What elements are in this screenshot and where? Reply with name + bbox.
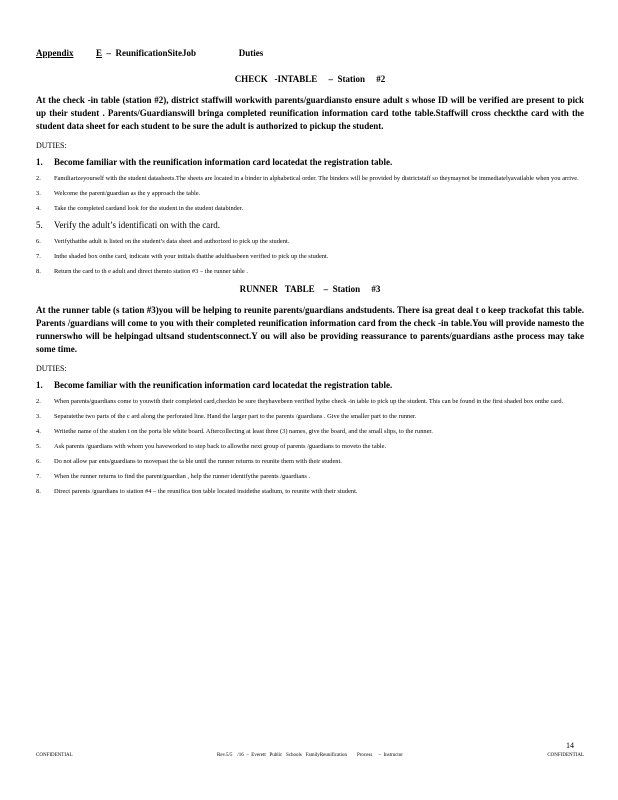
item-number: 3. [36,190,41,197]
list-item [36,156,584,168]
list-item [36,442,584,451]
item-text: Inthe shaded box onthe card, indicate with your initials thatthe adulthasbeen verified to pick up the student. [54,253,329,260]
item-text: Return the card to th e adult and direct themto station #3 – the runner table . [54,268,248,275]
item-text: Take the completed cardand look for the student in the student databinder. [54,205,244,212]
duties-list-check-in [36,156,584,276]
appendix-letter: E [96,48,103,58]
item-number: 4. [36,428,41,435]
document-page [36,48,584,502]
item-number: 6. [36,458,41,465]
list-item [36,252,584,261]
list-item [36,219,584,231]
footer-left: CONFIDENTIAL [36,753,73,758]
item-text: Do not allow par ents/guardians to movepast the ta ble until the runner returns to reunite them with their student. [54,458,342,465]
appendix-title: – ReunificationSiteJob Duties [106,48,264,58]
duties-label-runner: DUTIES: [36,364,67,373]
section-title-runner: RUNNER TABLE – Station #3 [239,284,381,294]
list-item [36,472,584,481]
item-number: 2. [36,398,41,405]
item-text: When parents/guardians come to youwith their completed card,checkto be sure theyhavebeen verified bythe check -in table to pick up the student. This can be found in the first shaded box onthe card. [54,398,564,405]
list-item [36,457,584,466]
item-number: 2. [36,175,41,182]
item-number: 4. [36,205,41,212]
item-text: Verifythatthe adult is listed on the student’s data sheet and authorized to pick up the student. [54,238,290,245]
item-text: Welcome the parent/guardian as the y approach the table. [54,190,201,197]
appendix-heading [36,48,584,58]
section-title-check-in: CHECK -INTABLE – Station #2 [234,74,386,84]
item-text: Familiarizeyourself with the student datasheets.The sheets are located in a binder in alphabetical order. The binders will be provided by districtstaff so theymaynot be immediatelyavailable when you arrive. [54,175,579,182]
list-item [36,487,584,496]
section-intro-check-in: At the check -in table (station #2), district staffwill workwith parents/guardiansto ensure adult s whose ID will be verified are present to pick up their student . Parents/Guardianswill bringa completed reunification information card tothe table.Staffwill cross checkthe card with the student data sheet for each student to be sure the adult is authorized to pickup the student. [36,95,584,131]
duties-label-check-in: DUTIES: [36,141,67,150]
item-number: 8. [36,488,41,495]
item-number: 5. [36,443,41,450]
item-text: Verify the adult’s identificati on with the card. [54,220,220,230]
item-number: 7. [36,473,41,480]
item-text: Become familiar with the reunification information card locatedat the registration table. [54,380,393,390]
item-text: Separatethe two parts of the c ard along the perforated line. Hand the larger part to the parents /guardians . Give the smaller part to the runner. [54,413,417,420]
footer-middle: Rev.5/5 /16 – Everett Public Schools FamilyReunification Process – Instructor [217,753,403,758]
page-footer [36,753,584,758]
item-number: 3. [36,413,41,420]
list-item [36,267,584,276]
appendix-prefix: Appendix [36,48,74,58]
item-number: 6. [36,238,41,245]
list-item [36,189,584,198]
item-text: Ask parents /guardians with whom you haveworked to step back to allowthe next group of parents /guardians to moveto the table. [54,443,387,450]
item-text: Writethe name of the studen t on the porta ble white board. Aftercollecting at least three (3) names, give the board, and the small slips, to the runner. [54,428,433,435]
footer-right: CONFIDENTIAL [547,753,584,758]
item-number: 8. [36,268,41,275]
section-intro-runner: At the runner table (s tation #3)you will be helping to reunite parents/guardians andstudents. There isa great deal t o keep trackofat this table. Parents /guardians will come to you with their completed reunification information card from the check -in table.You will provide namesto the runnerswho will be helpingad ultsand studentsconnect.Y ou will also be providing reassurance to parents/guardians asthe process may take some time. [36,305,584,354]
list-item [36,237,584,246]
item-number: 7. [36,253,41,260]
list-item [36,204,584,213]
list-item [36,397,584,406]
item-number: 5. [36,220,43,230]
list-item [36,379,584,391]
item-number: 1. [36,380,43,390]
item-number: 1. [36,157,43,167]
list-item [36,174,584,183]
page-number: 14 [566,741,574,750]
list-item [36,427,584,436]
item-text: When the runner returns to find the parent/guardian , help the runner identifythe parents /guardians . [54,473,311,480]
list-item [36,412,584,421]
item-text: Direct parents /guardians to station #4 – the reunifica tion table located insidethe stadium, to reunite with their student. [54,488,358,495]
item-text: Become familiar with the reunification information card locatedat the registration table. [54,157,393,167]
duties-list-runner [36,379,584,496]
